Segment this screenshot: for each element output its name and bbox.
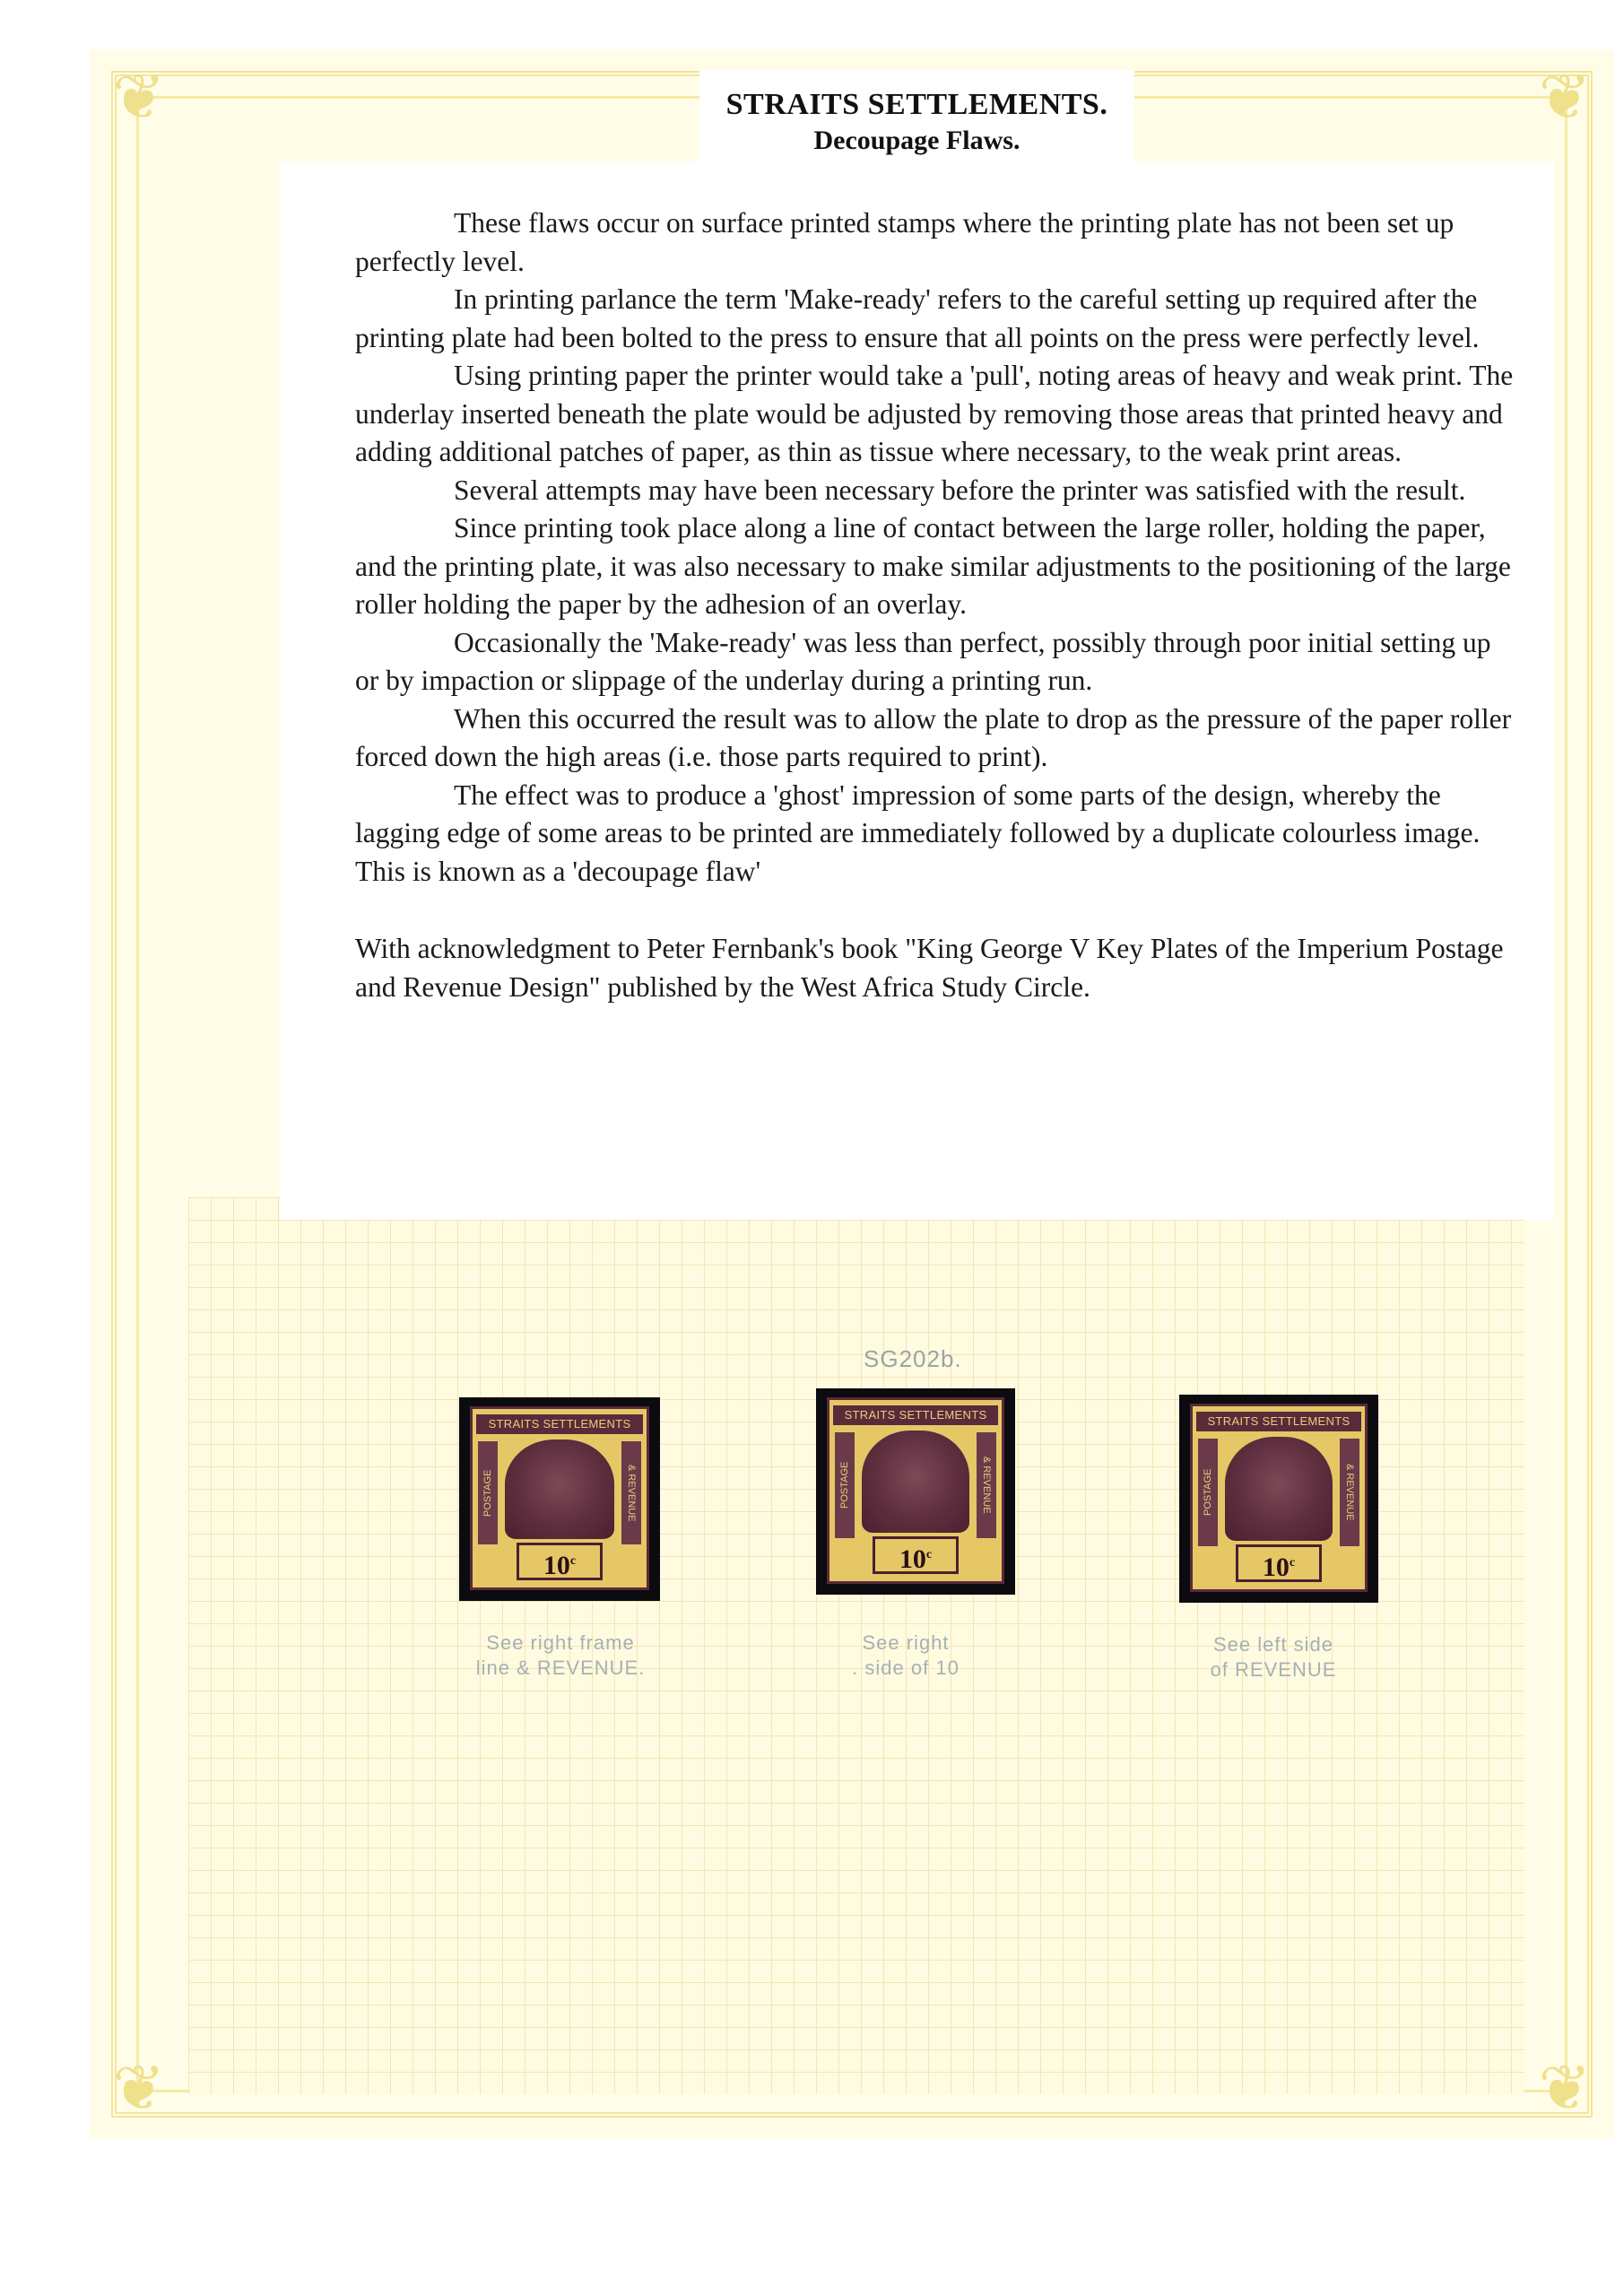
- stamp-value: [873, 1536, 959, 1574]
- stamp-banner: STRAITS SETTLEMENTS: [476, 1414, 643, 1434]
- stamp-value: [517, 1543, 603, 1580]
- paragraph: Occasionally the 'Make-ready' was less than perfect, possibly through poor initial setting up or by impaction or slippage of the underlay during a printing run.: [355, 626, 1491, 696]
- corner-ornament-icon: ❦: [1538, 2055, 1592, 2124]
- stamp-postage-label: POSTAGE: [478, 1441, 498, 1544]
- paragraph: The effect was to produce a 'ghost' impression of some parts of the design, whereby the lagging edge of some areas to be printed are immediately followed by a duplicate colourless image. This is known as a 'decoupage flaw': [355, 778, 1481, 887]
- stamp-value: [1236, 1544, 1322, 1582]
- king-portrait-icon: [1225, 1437, 1333, 1541]
- caption-line: of REVENUE: [1210, 1658, 1337, 1681]
- caption-line: line & REVENUE.: [475, 1657, 646, 1679]
- paragraph: Using printing paper the printer would take a 'pull', noting areas of heavy and weak print. The underlay inserted beneath the plate would be adjusted by removing those areas that printed heavy and adding additional patches of paper, as thin as tissue where necessary, to the weak print areas.: [355, 360, 1514, 467]
- stamp-2-caption: [812, 1631, 1000, 1681]
- paragraph: These flaws occur on surface printed stamps where the printing plate has not been set up perfectly level.: [355, 207, 1455, 277]
- stamp-1-caption: [448, 1631, 673, 1681]
- stamp-value-unit: c: [569, 1554, 577, 1568]
- stamp-2: [816, 1388, 1015, 1595]
- caption-line: . side of 10: [852, 1657, 960, 1679]
- corner-ornament-icon: ❦: [1538, 64, 1592, 133]
- paragraph: In printing parlance the term 'Make-ready' refers to the careful setting up required after the printing plate had been bolted to the press to ensure that all points on the press were perfectly level.: [355, 283, 1480, 353]
- paragraph: Several attempts may have been necessary before the printer was satisfied with the result.: [454, 474, 1466, 506]
- stamp-banner: STRAITS SETTLEMENTS: [833, 1405, 998, 1425]
- page-subtitle: Decoupage Flaws.: [813, 126, 1020, 155]
- stamp-revenue-label: & REVENUE: [977, 1432, 996, 1538]
- title-box: [699, 70, 1134, 169]
- stamp-banner: STRAITS SETTLEMENTS: [1196, 1412, 1361, 1431]
- catalogue-note: SG202b.: [864, 1345, 962, 1372]
- stamp-3-caption: [1175, 1632, 1372, 1683]
- page-title: STRAITS SETTLEMENTS.: [725, 88, 1108, 121]
- stamp-design: [470, 1406, 649, 1590]
- article-body: [355, 204, 1521, 1006]
- paragraph: When this occurred the result was to allow the plate to drop as the pressure of the paper roller forced down the high areas (i.e. those parts required to print).: [355, 702, 1512, 772]
- caption-line: See right frame: [486, 1631, 635, 1654]
- king-portrait-icon: [862, 1431, 969, 1533]
- stamp-design: [827, 1397, 1004, 1584]
- stamp-revenue-label: & REVENUE: [621, 1441, 641, 1544]
- paragraph: Since printing took place along a line of contact between the large roller, holding the paper, and the printing plate, it was also necessary to make similar adjustments to the positioning of the large roller holding the paper by the adhesion of an overlay.: [355, 512, 1511, 620]
- stamp-postage-label: POSTAGE: [1198, 1439, 1218, 1546]
- stamp-value-number: 10: [543, 1551, 570, 1580]
- stamp-3: [1179, 1395, 1378, 1603]
- stamp-design: [1190, 1404, 1368, 1592]
- stamp-value-unit: c: [1289, 1556, 1296, 1570]
- stamp-value-number: 10: [899, 1544, 926, 1574]
- corner-ornament-icon: ❦: [112, 2055, 166, 2124]
- caption-line: See right: [862, 1631, 950, 1654]
- king-portrait-icon: [505, 1439, 614, 1539]
- text-sheet: [280, 161, 1553, 1220]
- stamp-value-unit: c: [925, 1548, 933, 1561]
- stamp-1: [459, 1397, 660, 1601]
- corner-ornament-icon: ❦: [112, 64, 166, 133]
- stamp-revenue-label: & REVENUE: [1340, 1439, 1359, 1546]
- stamp-value-number: 10: [1262, 1552, 1290, 1582]
- caption-line: See left side: [1212, 1633, 1334, 1656]
- stamp-postage-label: POSTAGE: [835, 1432, 855, 1538]
- credit-note: With acknowledgment to Peter Fernbank's book "King George V Key Plates of the Imperium Postage and Revenue Design" published by the West Africa Study Circle.: [355, 933, 1504, 1003]
